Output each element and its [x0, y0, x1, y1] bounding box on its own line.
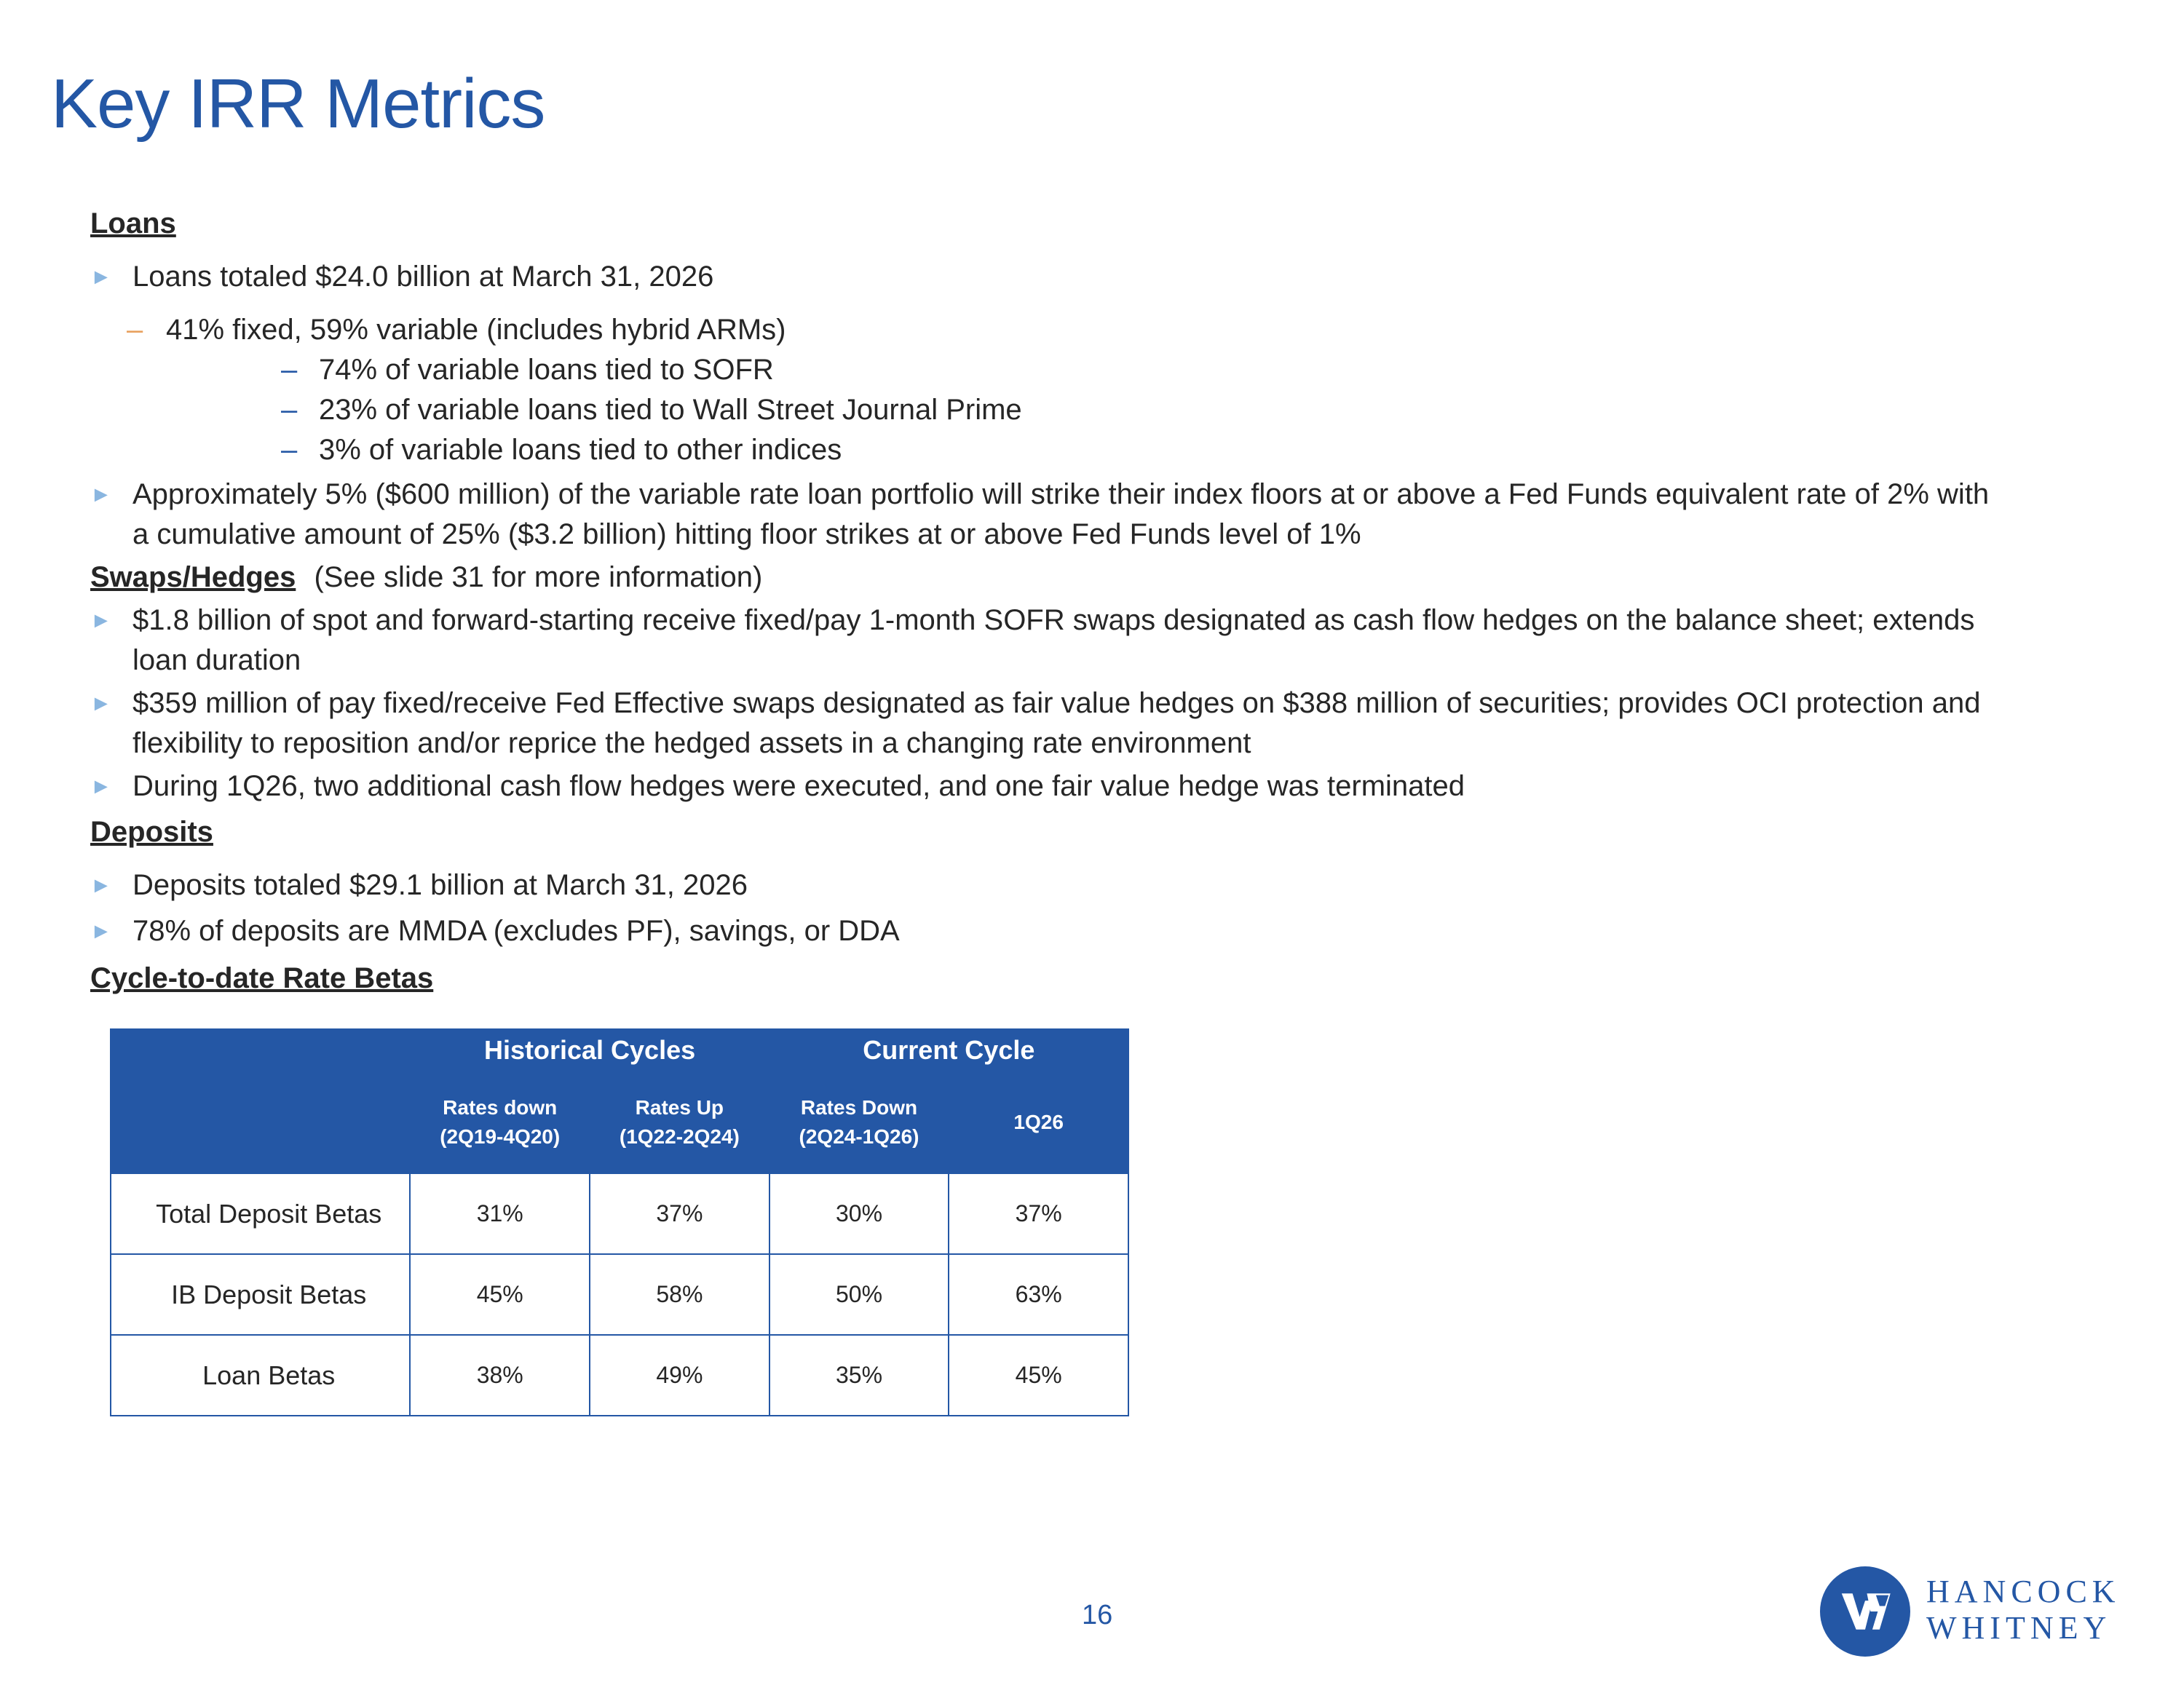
subsub-bullet-prime	[90, 390, 2129, 430]
table-cell: 35%	[769, 1335, 949, 1416]
table-cell: 37%	[949, 1173, 1128, 1254]
column-header-line: (2Q24-1Q26)	[799, 1125, 919, 1148]
rate-betas-table	[110, 1028, 1129, 1416]
content-body	[90, 204, 2129, 999]
deposits-heading: Deposits	[90, 816, 213, 848]
table-group-header-row	[111, 1029, 1128, 1071]
bullet-line: ► Approximately 5% ($600 million) of the variable rate loan portfolio will strike their index floors at or above a Fed Funds equivalent rate of 2% with	[132, 478, 1990, 510]
table-cell: 45%	[410, 1254, 590, 1335]
page-number: 16	[1082, 1600, 1113, 1630]
swaps-note: (See slide 31 for more information)	[314, 561, 763, 593]
dash-marker: –	[281, 434, 298, 466]
bullet-index-floors	[90, 475, 2129, 555]
subsub-bullet-text: 23% of variable loans tied to Wall Street Journal Prime	[319, 394, 1022, 426]
dash-marker: –	[281, 394, 298, 426]
current-cycle-header: Current Cycle	[769, 1029, 1128, 1071]
dash-marker: –	[281, 354, 298, 386]
bullet-line: flexibility to reposition and/or reprice the hedged assets in a changing rate environment	[132, 727, 1251, 759]
logo-wordmark	[1926, 1574, 2121, 1646]
column-header-line: Rates down	[443, 1096, 558, 1119]
bullet-deposits-total: ► Deposits totaled $29.1 billion at March 31, 2026	[90, 865, 2129, 905]
column-header-line: 1Q26	[1013, 1111, 1064, 1133]
bullet-line: a cumulative amount of 25% ($3.2 billion) hitting floor strikes at or above Fed Funds level of 1%	[132, 518, 1361, 550]
table-cell: 37%	[590, 1173, 769, 1254]
column-header-line: (1Q22-2Q24)	[619, 1125, 740, 1148]
table-corner-cell	[111, 1029, 410, 1173]
bullet-line: ► $359 million of pay fixed/receive Fed Effective swaps designated as fair value hedges on $388 million of securities; provides OCI protection and	[132, 687, 1981, 719]
bullet-deposits-mix: ► 78% of deposits are MMDA (excludes PF), savings, or DDA	[90, 911, 2129, 951]
bullet-swaps-cash-flow	[90, 600, 2129, 681]
table-row	[111, 1254, 1128, 1335]
bullet-line: ► During 1Q26, two additional cash flow hedges were executed, and one fair value hedge was terminated	[132, 770, 1465, 802]
subsub-bullet-other	[90, 430, 2129, 470]
table-cell: 45%	[949, 1335, 1128, 1416]
historical-cycles-header: Historical Cycles	[410, 1029, 769, 1071]
column-header	[410, 1071, 590, 1173]
swaps-section-heading	[90, 558, 2129, 598]
sub-bullet-fixed-variable	[90, 310, 2129, 350]
column-header	[949, 1071, 1128, 1173]
column-header	[769, 1071, 949, 1173]
table-cell: 58%	[590, 1254, 769, 1335]
bullet-swaps-fair-value	[90, 683, 2129, 764]
table-row	[111, 1335, 1128, 1416]
sub-bullet-text: 41% fixed, 59% variable (includes hybrid ARMs)	[166, 314, 786, 346]
loans-heading: Loans	[90, 207, 176, 239]
column-header-line: (2Q19-4Q20)	[440, 1125, 561, 1148]
deposits-section-heading	[90, 812, 2129, 852]
column-header	[590, 1071, 769, 1173]
bullet-loans-total: ► Loans totaled $24.0 billion at March 31, 2026	[90, 257, 2129, 297]
subsub-bullet-text: 74% of variable loans tied to SOFR	[319, 354, 774, 386]
table-cell: 31%	[410, 1173, 590, 1254]
bullet-swaps-1q26	[90, 766, 2129, 806]
swaps-heading: Swaps/Hedges	[90, 561, 296, 593]
subsub-bullet-text: 3% of variable loans tied to other indices	[319, 434, 842, 466]
bullet-line: ► $1.8 billion of spot and forward-starting receive fixed/pay 1-month SOFR swaps designated as cash flow hedges on the balance sheet; extends	[132, 604, 1975, 636]
table-cell: 50%	[769, 1254, 949, 1335]
table-cell: 63%	[949, 1254, 1128, 1335]
row-label: Total Deposit Betas	[111, 1173, 410, 1254]
dash-marker: –	[127, 314, 143, 346]
table-row	[111, 1173, 1128, 1254]
subsub-bullet-sofr	[90, 350, 2129, 390]
bullet-line: loan duration	[132, 644, 301, 676]
table-cell: 38%	[410, 1335, 590, 1416]
table-cell: 49%	[590, 1335, 769, 1416]
logo-line: WHITNEY	[1926, 1610, 2112, 1646]
column-header-line: Rates Up	[635, 1096, 724, 1119]
page-title: Key IRR Metrics	[51, 65, 545, 143]
logo-line: HANCOCK	[1926, 1574, 2121, 1609]
hancock-whitney-logo-icon	[1820, 1566, 1910, 1657]
betas-section-heading	[90, 959, 2129, 999]
column-header-line: Rates Down	[800, 1096, 918, 1119]
row-label: IB Deposit Betas	[111, 1254, 410, 1335]
row-label: Loan Betas	[111, 1335, 410, 1416]
betas-heading: Cycle-to-date Rate Betas	[90, 962, 434, 994]
loans-section-heading	[90, 204, 2129, 244]
table-cell: 30%	[769, 1173, 949, 1254]
